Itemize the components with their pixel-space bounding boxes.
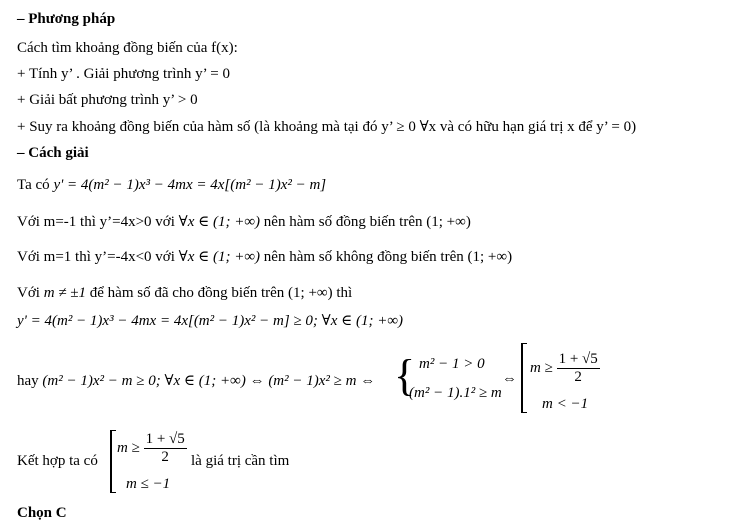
- case2-text-a: Với m=1 thì y’=-4x<0 với: [17, 249, 175, 265]
- answer-choice: Chọn C: [17, 505, 67, 521]
- result-bracket: [521, 343, 523, 413]
- combine-m-ge: m ≥: [117, 439, 140, 456]
- case3-inequality: y' = 4(m² − 1)x³ − 4mx = 4x[(m² − 1)x² − m] ≥ 0; ∀x ∈ (1; +∞): [17, 313, 404, 329]
- result-m-ge: m ≥: [530, 359, 553, 376]
- combine-fraction-numerator: 1 + √5: [145, 431, 185, 447]
- combine-tail: là giá trị cần tìm: [191, 453, 290, 469]
- hay-word: hay: [17, 373, 39, 389]
- case-m-1: [17, 247, 512, 267]
- system-brace: {: [394, 351, 416, 400]
- system-row-1: m² − 1 > 0: [419, 356, 485, 372]
- combine-text: Kết hợp ta có: [17, 453, 98, 469]
- method-step-1: + Tính y’ . Giải phương trình y’ = 0: [17, 66, 230, 82]
- case-m-minus-1: [17, 212, 471, 232]
- case2-text-b: nên hàm số không đồng biến trên: [263, 249, 464, 265]
- result-fraction-denominator: 2: [574, 369, 582, 385]
- solution-derivative-line: [17, 175, 326, 195]
- equivalence-arrow: ⇔: [502, 371, 517, 387]
- case3-then: thì: [336, 285, 353, 301]
- result-bracket-bottom: [521, 412, 527, 413]
- system-row-2: (m² − 1).1² ≥ m: [409, 385, 502, 401]
- heading-solution: – Cách giải: [17, 145, 89, 161]
- combine-bracket-top: [110, 430, 116, 431]
- case-other-m: [17, 283, 352, 303]
- case1-text-a: Với m=-1 thì y’=4x>0 với: [17, 214, 175, 230]
- hay-expression: (m² − 1)x² − m ≥ 0; ∀x ∈ (1; +∞) ⇔ (m² − 1)x² ≥ m ⇔: [42, 373, 376, 389]
- case3-prefix: Với: [17, 285, 40, 301]
- combine-row-1: [117, 431, 187, 466]
- method-step-2: + Giải bất phương trình y’ > 0: [17, 92, 198, 108]
- case2-interval: (1; +∞): [467, 249, 513, 265]
- heading-method: – Phương pháp: [17, 11, 116, 27]
- result-bracket-top: [521, 343, 527, 344]
- hay-line: [17, 371, 375, 390]
- case3-condition: m ≠ ±1: [43, 285, 86, 301]
- combine-bracket: [110, 430, 112, 493]
- result-row-1: [530, 351, 600, 386]
- result-row-2: m < −1: [542, 396, 589, 412]
- case1-interval: (1; +∞): [426, 214, 471, 230]
- combine-fraction-denominator: 2: [161, 449, 169, 465]
- case2-domain: ∀x ∈ (1; +∞): [178, 249, 261, 265]
- result-fraction-numerator: 1 + √5: [558, 351, 598, 367]
- case1-domain: ∀x ∈ (1; +∞): [178, 214, 261, 230]
- combine-bracket-bottom: [110, 492, 116, 493]
- case3-text: để hàm số đã cho đồng biến trên: [89, 285, 285, 301]
- case3-interval: (1; +∞): [288, 285, 333, 301]
- solution-derivative-expr: y' = 4(m² − 1)x³ − 4mx = 4x[(m² − 1)x² − m]: [53, 177, 327, 193]
- method-step-3: + Suy ra khoảng đồng biến của hàm số (là khoảng mà tại đó y’ ≥ 0 ∀x và có hữu hạn giá trị x để y’ = 0): [17, 119, 637, 135]
- case1-text-b: nên hàm số đồng biến trên: [263, 214, 423, 230]
- result-fraction: [557, 351, 600, 386]
- solution-prefix: Ta có: [17, 177, 50, 193]
- combine-row-2: m ≤ −1: [126, 476, 171, 492]
- method-intro: Cách tìm khoảng đồng biến của f(x):: [17, 40, 238, 56]
- combine-fraction: [144, 431, 187, 466]
